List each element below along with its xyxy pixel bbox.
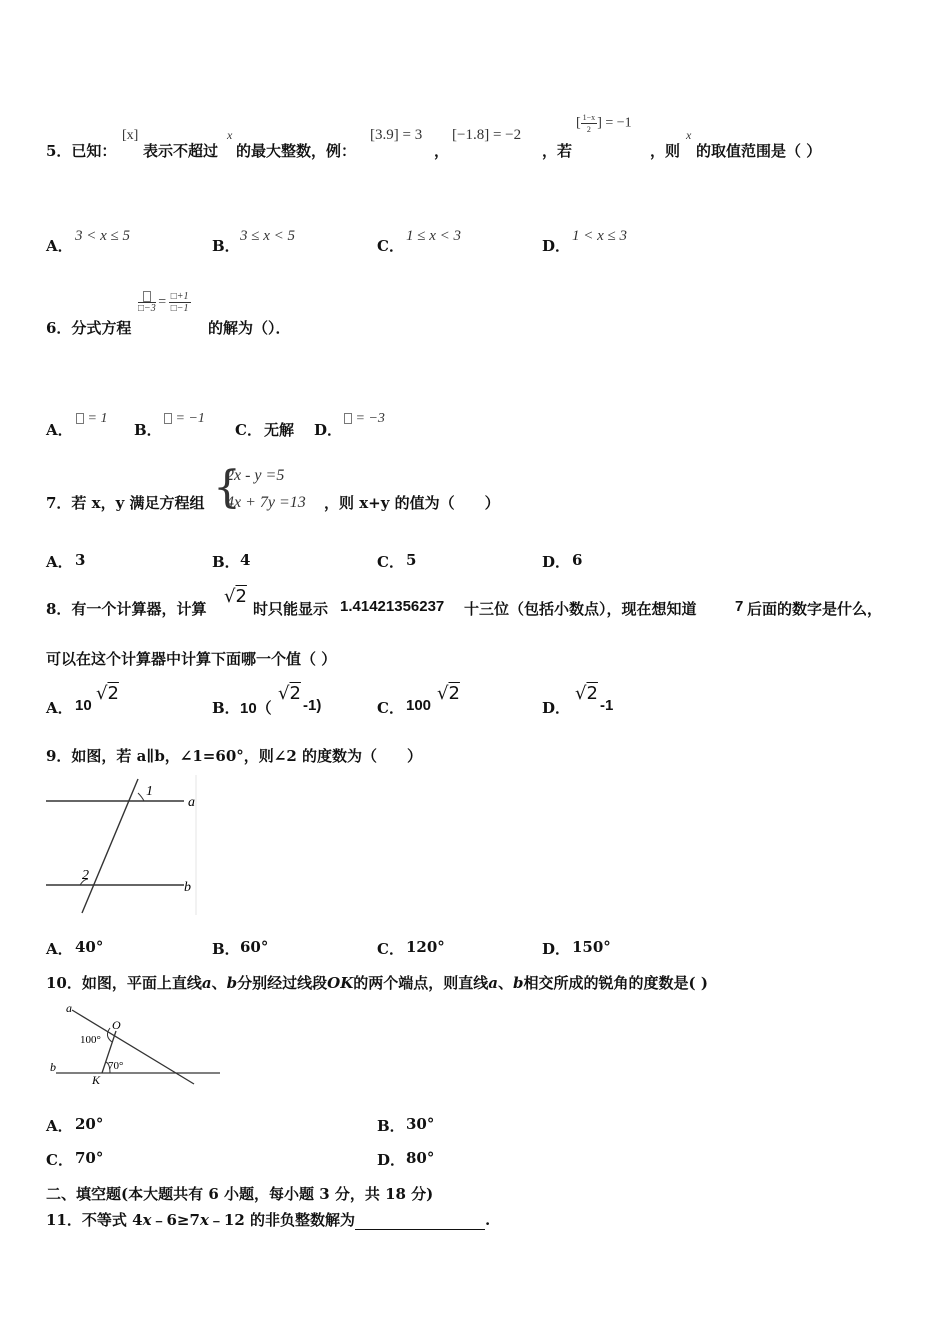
q11-part-b: ﹣6≥7 bbox=[151, 1211, 200, 1229]
q8-line1-c: 十三位（包括小数点），现在想知道 bbox=[464, 600, 697, 618]
q6-var-box-d bbox=[344, 413, 352, 424]
q6-rhs-den: □−1 bbox=[170, 303, 189, 315]
q8-option-a-pre[interactable]: 10 bbox=[75, 697, 92, 714]
q9-option-b-label[interactable]: B． bbox=[212, 940, 240, 958]
q10-b: b bbox=[226, 974, 238, 992]
q5-condition: [ $\frac{1-x}{2}$ ] = −1 bbox=[576, 113, 632, 134]
q6-stem: 6．分式方程 bbox=[46, 319, 132, 337]
q10-ok: OK bbox=[327, 974, 354, 992]
q9-figure bbox=[44, 775, 204, 917]
q9-label-2: 2 bbox=[82, 868, 89, 883]
q5-option-b-value[interactable]: 3 ≤ x < 5 bbox=[240, 228, 296, 244]
q8-option-b-radicand: 2 bbox=[289, 683, 301, 704]
q8-option-d-radicand: 2 bbox=[586, 683, 598, 704]
q10-label-k: K bbox=[92, 1073, 101, 1087]
q5-option-a-label[interactable]: A． bbox=[46, 237, 73, 255]
q9-label-1: 1 bbox=[146, 784, 153, 799]
q11-stem bbox=[46, 1209, 490, 1230]
q8-option-c-sqrt[interactable]: √2 bbox=[437, 683, 460, 704]
q5-example2: [−1.8] = −2 bbox=[452, 127, 522, 143]
q10-tail: 相交所成的锐角的度数是( ) bbox=[523, 974, 708, 992]
q8-option-b-label[interactable]: B． bbox=[212, 699, 240, 717]
q10-a: a bbox=[201, 974, 212, 992]
q10-option-b-label[interactable]: B． bbox=[377, 1117, 405, 1135]
q5-option-c-value[interactable]: 1 ≤ x < 3 bbox=[406, 228, 462, 244]
q10-option-a-value[interactable]: 20° bbox=[75, 1115, 104, 1133]
q10-angle-100: 100° bbox=[80, 1034, 101, 1046]
q5-stem: 5．已知： bbox=[46, 142, 117, 160]
q9-option-a-value[interactable]: 40° bbox=[75, 938, 104, 956]
q8-option-a-label[interactable]: A． bbox=[46, 699, 73, 717]
q10-option-d-label[interactable]: D． bbox=[377, 1151, 406, 1169]
q7-option-b-label[interactable]: B． bbox=[212, 553, 240, 571]
q8-option-c-pre[interactable]: 100 bbox=[406, 697, 432, 714]
q5-x-var: x bbox=[227, 128, 233, 142]
q11-part-c: ﹣12 的非负整数解为 bbox=[208, 1211, 356, 1229]
q6-option-d-text: = −3 bbox=[355, 411, 385, 426]
q10-a2: a bbox=[488, 974, 498, 992]
q10-b2: b bbox=[513, 974, 524, 992]
q10-stem bbox=[46, 972, 708, 993]
q10-option-b-value[interactable]: 30° bbox=[406, 1115, 435, 1133]
q7-eq1: 2x - y =5 bbox=[226, 467, 285, 484]
q9-label-b: b bbox=[184, 880, 191, 895]
q6-option-b-value[interactable] bbox=[164, 411, 205, 427]
q8-display-value: 1.41421356237 bbox=[340, 598, 445, 615]
q5-comma: ， bbox=[434, 142, 450, 160]
q10-label-b: b bbox=[50, 1060, 56, 1074]
q10-num: 10．如图，平面上直线 bbox=[46, 974, 202, 992]
q7-stem: 7．若 x，y 满足方程组 bbox=[46, 494, 205, 512]
q6-option-c-label[interactable]: C． bbox=[235, 421, 262, 439]
q9-option-c-label[interactable]: C． bbox=[377, 940, 404, 958]
q10-angle-70: 70° bbox=[108, 1060, 124, 1072]
q10-option-a-label[interactable]: A． bbox=[46, 1117, 73, 1135]
q5-text2: 的最大整数，例： bbox=[236, 142, 357, 160]
q8-line1-a: 8．有一个计算器，计算 bbox=[46, 600, 207, 618]
q8-option-a-sqrt[interactable]: √2 bbox=[96, 683, 119, 704]
q6-option-d-value[interactable] bbox=[344, 411, 385, 427]
q8-option-b-pre[interactable]: 10（ bbox=[240, 700, 272, 717]
q5-text1: 表示不超过 bbox=[143, 142, 219, 160]
q9-angle1-arc bbox=[138, 793, 144, 801]
q10-sep2: 、 bbox=[498, 974, 514, 992]
q8-option-c-label[interactable]: C． bbox=[377, 699, 404, 717]
q6-rhs-num: □+1 bbox=[170, 291, 189, 303]
q6-tail: 的解为（）． bbox=[208, 319, 291, 337]
q7-option-c-value[interactable]: 5 bbox=[406, 551, 417, 569]
q7-option-b-value[interactable]: 4 bbox=[240, 551, 251, 569]
q10-label-o: O bbox=[112, 1018, 121, 1032]
q8-option-b-post[interactable]: -1) bbox=[303, 697, 322, 714]
q7-option-c-label[interactable]: C． bbox=[377, 553, 404, 571]
q10-option-d-value[interactable]: 80° bbox=[406, 1149, 435, 1167]
q6-lhs-den: □−3 bbox=[138, 303, 156, 315]
q5-bracket-x: [x] bbox=[122, 128, 139, 143]
q5-option-b-label[interactable]: B． bbox=[212, 237, 240, 255]
q5-option-d-label[interactable]: D． bbox=[542, 237, 571, 255]
q9-label-a: a bbox=[188, 795, 195, 810]
q8-option-b-sqrt[interactable]: √2 bbox=[278, 683, 301, 704]
section-heading-fill-blank: 二、填空题(本大题共有 6 小题，每小题 3 分，共 18 分) bbox=[46, 1185, 434, 1203]
q8-option-a-radicand: 2 bbox=[107, 683, 119, 704]
q8-option-c-radicand: 2 bbox=[448, 683, 460, 704]
q5-cond-num: 1−x bbox=[582, 113, 596, 122]
q8-option-d-label[interactable]: D． bbox=[542, 699, 571, 717]
q9-option-d-label[interactable]: D． bbox=[542, 940, 571, 958]
q7-tail: ，则 x+y 的值为（ ） bbox=[324, 494, 500, 512]
q5-option-c-label[interactable]: C． bbox=[377, 237, 404, 255]
q7-option-a-label[interactable]: A． bbox=[46, 553, 73, 571]
q8-seven: 7 bbox=[735, 598, 744, 615]
q7-brace: { bbox=[213, 462, 241, 513]
q11-end: . bbox=[485, 1211, 491, 1229]
q11-part-a: 11．不等式 4 bbox=[46, 1211, 143, 1229]
q5-cond-rhs: ] = −1 bbox=[597, 115, 632, 131]
q11-answer-blank[interactable] bbox=[355, 1215, 485, 1230]
q9-option-b-value[interactable]: 60° bbox=[240, 938, 269, 956]
q7-option-d-value[interactable]: 6 bbox=[572, 551, 583, 569]
q5-x-var2: x bbox=[686, 128, 692, 142]
q5-text4: ，则 bbox=[650, 142, 681, 160]
q8-option-d-sqrt[interactable]: √2 bbox=[575, 683, 598, 704]
q5-text3: ，若 bbox=[542, 142, 573, 160]
q6-option-c-value[interactable]: 无解 bbox=[264, 421, 295, 439]
q5-option-d-value[interactable]: 1 < x ≤ 3 bbox=[572, 228, 628, 244]
q8-line1-d: 后面的数字是什么， bbox=[747, 600, 883, 618]
q6-option-a-label[interactable]: A． bbox=[46, 421, 73, 439]
q9-option-d-value[interactable]: 150° bbox=[572, 938, 611, 956]
q7-eq2: 4x + 7y =13 bbox=[226, 494, 306, 511]
q7-option-d-label[interactable]: D． bbox=[542, 553, 571, 571]
q6-var-box-a bbox=[76, 413, 84, 424]
q10-option-c-value[interactable]: 70° bbox=[75, 1149, 104, 1167]
q5-example1: [3.9] = 3 bbox=[370, 127, 423, 143]
q6-var-box-b bbox=[164, 413, 172, 424]
q7-option-a-value[interactable]: 3 bbox=[75, 551, 86, 569]
q8-radicand: 2 bbox=[235, 586, 247, 607]
q10-figure bbox=[44, 998, 226, 1090]
q9-option-c-value[interactable]: 120° bbox=[406, 938, 445, 956]
q6-lhs-num bbox=[138, 291, 156, 303]
q9-stem: 9．如图，若 a∥b，∠1=60°，则∠2 的度数为（ ） bbox=[46, 747, 422, 765]
q5-option-a-value[interactable]: 3 < x ≤ 5 bbox=[75, 228, 131, 244]
q10-label-a: a bbox=[66, 1001, 72, 1015]
q8-line1-b: 时只能显示 bbox=[253, 600, 329, 618]
q6-equation bbox=[138, 291, 191, 314]
q10-mid: 分别经过线段 bbox=[237, 974, 328, 992]
q10-mid2: 的两个端点，则直线 bbox=[353, 974, 489, 992]
q11-x2: x bbox=[199, 1211, 209, 1229]
q6-option-a-value[interactable] bbox=[76, 411, 107, 427]
q8-line2: 可以在这个计算器中计算下面哪一个值（ ） bbox=[46, 650, 337, 668]
q6-option-b-text: = −1 bbox=[175, 411, 205, 426]
q5-text5: 的取值范围是（ ） bbox=[696, 142, 822, 160]
q5-cond-den: 2 bbox=[586, 125, 591, 134]
q6-option-a-text: = 1 bbox=[87, 411, 108, 426]
q8-sqrt: √2 bbox=[224, 586, 247, 607]
q10-option-c-label[interactable]: C． bbox=[46, 1151, 73, 1169]
q6-eq-sign: = bbox=[158, 294, 167, 310]
q11-x1: x bbox=[142, 1211, 152, 1229]
q8-option-d-post[interactable]: -1 bbox=[600, 697, 614, 714]
q9-option-a-label[interactable]: A． bbox=[46, 940, 73, 958]
q6-option-b-label[interactable]: B． bbox=[134, 421, 162, 439]
q9-transversal bbox=[82, 779, 138, 913]
q10-sep: 、 bbox=[211, 974, 227, 992]
q6-option-d-label[interactable]: D． bbox=[314, 421, 343, 439]
